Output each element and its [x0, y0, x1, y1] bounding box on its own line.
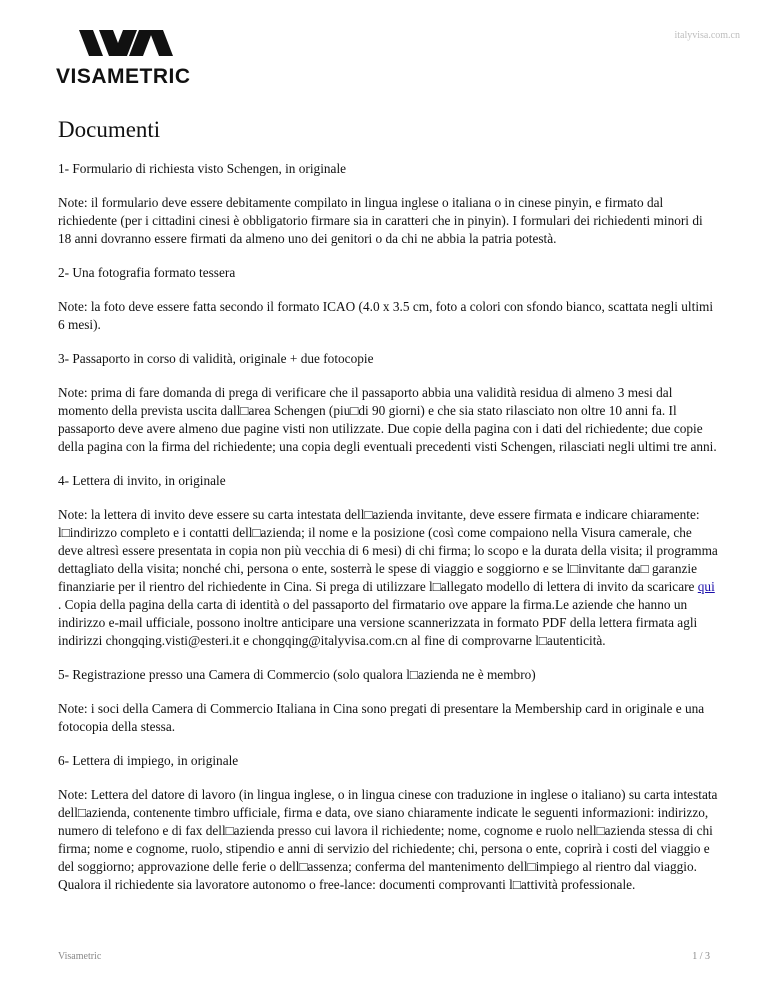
section-5 — [58, 666, 718, 736]
site-url: italyvisa.com.cn — [674, 30, 740, 41]
section-6 — [58, 752, 718, 894]
section-heading: 4- Lettera di invito, in originale — [58, 473, 226, 488]
note-text-before-link: Note: la lettera di invito deve essere su carta intestata dell□azienda invitante, deve essere firmata e indicare chiaramente: l□indirizzo completo e i contatti dell□azienda; il nome e la posizione (così come compaiono nella Visura camerale, che deve altresì essere presentata in copia non più vecchia di 6 mesi) di chi firma; lo scopo e la durata della visita; il programma dettagliato della visita; nonché chi, persona o ente, sosterrà le spese di viaggio e soggiorno e se l□invitante da□ garanzie finanziarie per il rientro del richiedente in Cina. Si prega di utilizzare l□allegato modello di lettera di invito da scaricare — [58, 507, 718, 594]
section-note — [58, 506, 718, 650]
section-2 — [58, 264, 718, 334]
section-heading: 1- Formulario di richiesta visto Schengen, in originale — [58, 161, 347, 176]
section-heading: 2- Una fotografia formato tessera — [58, 265, 236, 280]
visametric-logo — [56, 30, 206, 88]
section-note: Note: Lettera del datore di lavoro (in lingua inglese, o in lingua cinese con traduzione in inglese o italiano) su carta intestata dell□azienda, contenente timbro ufficiale, firma e data, ove siano chiaramente indicate le seguenti informazioni: indirizzo, numero di telefono e di fax dell□azienda presso cui lavora il richiedente; nome, cognome e ruolo nell□azienda stessa di chi firma; nome e cognome, ruolo, stipendio e anni di servizio del richiedente; chi, persona o ente, coprirà i costi del viaggio e del soggiorno; approvazione delle ferie o dell□assenza; conferma del mantenimento dell□impiego al rientro dal viaggio. Qualora il richiedente sia lavoratore autonomo o free-lance: documenti comprovanti l□attività professionale. — [58, 787, 718, 892]
section-note: Note: la foto deve essere fatta secondo il formato ICAO (4.0 x 3.5 cm, foto a colori con sfondo bianco, scattata negli ultimi 6 mesi). — [58, 299, 714, 332]
section-1 — [58, 160, 718, 248]
section-note: Note: il formulario deve essere debitamente compilato in lingua inglese o italiana o in cinese pinyin, e firmato dal richiedente (per i cittadini cinesi è obbligatorio firmare sia in caratteri che in pinyin). I formulari dei richiedenti minori di 18 anni dovranno essere firmati da almeno uno dei genitori o da chi ne abbia la patria potestà. — [58, 195, 703, 246]
note-text-after-link: . Copia della pagina della carta di identità o del passaporto del firmatario ove appare la firma.Le aziende che hanno un indirizzo e-mail ufficiale, possono inoltre anticipare una versione scannerizzata in formato PDF della lettera firmata agli indirizzi chongqing.visti@esteri.it e chongqing@italyvisa.com.cn al fine di comprovarne l□autenticità. — [58, 597, 698, 648]
section-heading: 6- Lettera di impiego, in originale — [58, 753, 239, 768]
section-4 — [58, 472, 718, 650]
footer-brand: Visametric — [58, 951, 102, 962]
page-title: Documenti — [58, 117, 161, 142]
section-3 — [58, 350, 718, 456]
section-note: Note: i soci della Camera di Commercio Italiana in Cina sono pregati di presentare la Membership card in originale e una fotocopia della stessa. — [58, 701, 705, 734]
logo-wordmark: VISAMETRIC — [56, 65, 191, 88]
section-note: Note: prima di fare domanda di prega di verificare che il passaporto abbia una validità residua di almeno 3 mesi dal momento della prevista uscita dall□area Schengen (piu□di 90 giorni) e che sia stato rilasciato non oltre 10 anni fa. Il passaporto deve avere almeno due pagine visti non utilizzate. Due copie della pagina con i dati del richiedente; due copie della pagina con la firma del richiedente; una copia degli eventuali precedenti visti Schengen, rilasciati negli ultimi tre anni. — [58, 385, 717, 454]
section-heading: 5- Registrazione presso una Camera di Commercio (solo qualora l□azienda ne è membro) — [58, 667, 536, 682]
section-heading: 3- Passaporto in corso di validità, originale + due fotocopie — [58, 351, 374, 366]
document-body — [58, 116, 718, 910]
download-template-link[interactable]: qui — [697, 579, 715, 594]
page-number: 1 / 3 — [692, 951, 710, 962]
visametric-logo-mark-icon — [79, 30, 173, 56]
